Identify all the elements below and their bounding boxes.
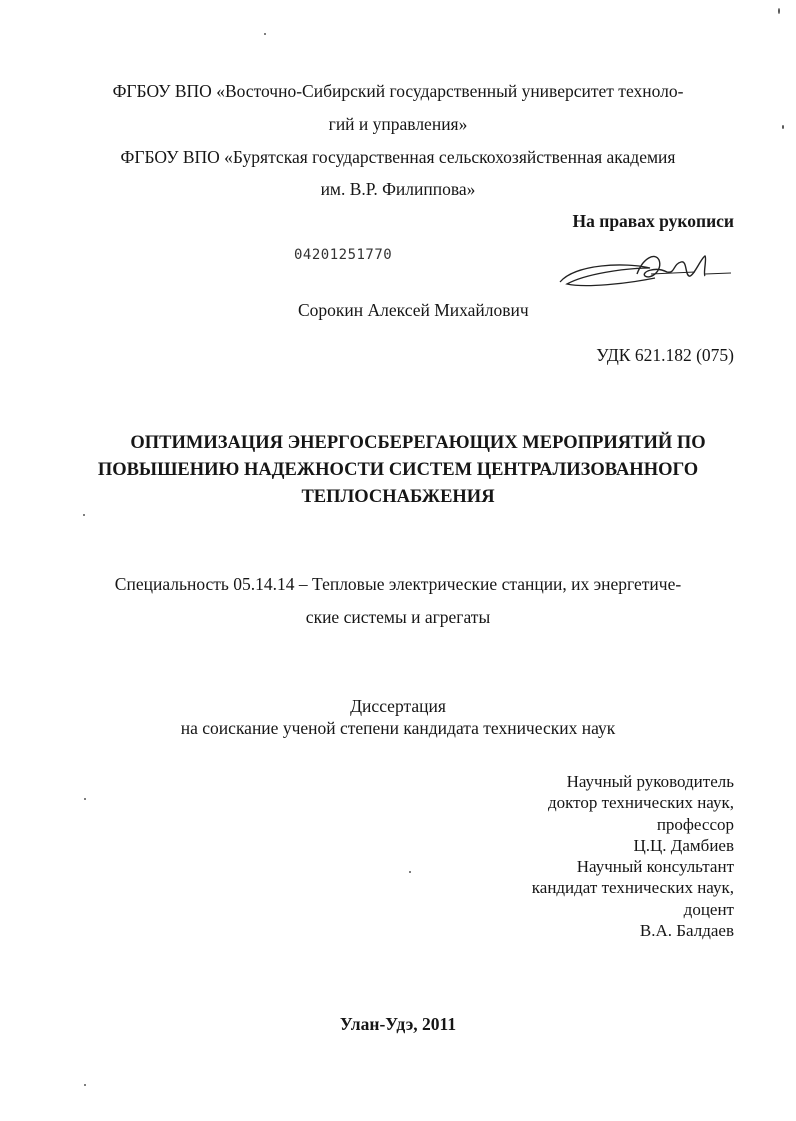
scan-speck: [84, 798, 86, 800]
specialty-line2: ские системы и агрегаты: [305, 607, 491, 627]
degree-line: на соискание ученой степени кандидата технических наук: [180, 718, 616, 738]
consultant-role: Научный консультант: [576, 857, 734, 877]
signature-image: [555, 244, 745, 300]
advisor-degree: доктор технических наук,: [547, 793, 734, 813]
org2-line1: ФГБОУ ВПО «Бурятская государственная сельскохозяйственная академия: [120, 147, 676, 167]
supervisors-block: [532, 771, 734, 941]
title-line-3: ТЕПЛОСНАБЖЕНИЯ: [301, 487, 495, 507]
org1-line2: гий и управления»: [328, 114, 468, 134]
advisor-name: Ц.Ц. Дамбиев: [633, 835, 734, 855]
udc-code: УДК 621.182 (075): [596, 345, 734, 365]
dissertation-label: Диссертация: [350, 696, 446, 716]
consultant-name: В.А. Балдаев: [639, 921, 734, 941]
scan-speck: [264, 33, 266, 35]
title-line-1: ОПТИМИЗАЦИЯ ЭНЕРГОСБЕРЕГАЮЩИХ МЕРОПРИЯТИЙ ПО: [130, 433, 706, 453]
scan-speck: [84, 1084, 86, 1086]
dissertation-title: [0, 430, 796, 511]
scan-speck: [83, 514, 85, 516]
org1-line1: ФГБОУ ВПО «Восточно-Сибирский государственный университет техноло-: [112, 81, 684, 101]
org2-line2: им. В.Р. Филиппова»: [320, 179, 476, 199]
scan-speck: [409, 871, 411, 873]
consultant-degree: кандидат технических наук,: [531, 878, 734, 898]
title-line-2: ПОВЫШЕНИЮ НАДЕЖНОСТИ СИСТЕМ ЦЕНТРАЛИЗОВАННОГО: [97, 460, 699, 480]
advisor-title: профессор: [656, 814, 734, 834]
consultant-title: доцент: [683, 899, 734, 919]
scan-speck: [778, 8, 780, 14]
specialty-line1: Специальность 05.14.14 – Тепловые электрические станции, их энергетиче-: [114, 574, 682, 594]
scan-speck: [782, 125, 784, 129]
city-year: Улан-Удэ, 2011: [339, 1014, 457, 1034]
stamp-number: 04201251770: [294, 247, 393, 263]
author-name: Сорокин Алексей Михайлович: [298, 300, 529, 320]
advisor-role: Научный руководитель: [566, 772, 734, 791]
rights-notice: На правах рукописи: [572, 211, 734, 231]
